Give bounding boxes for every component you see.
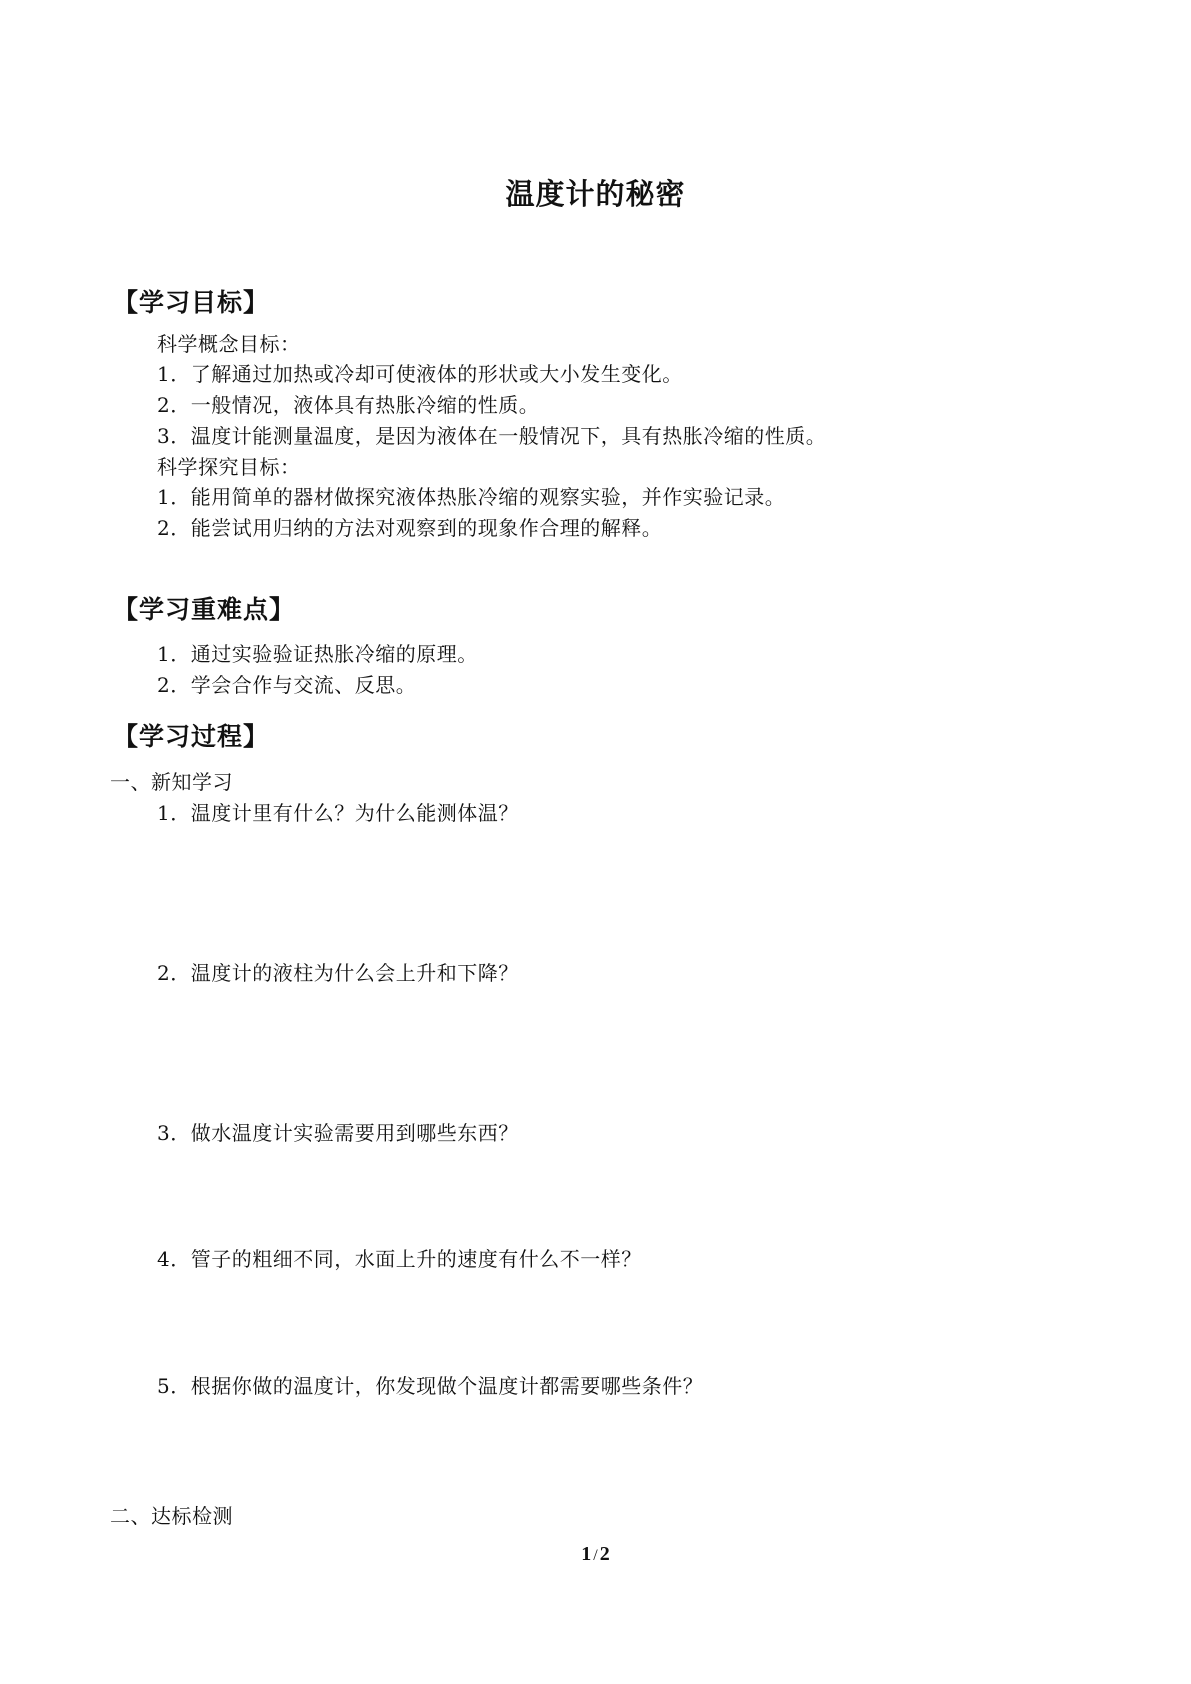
question-item: 5．根据你做的温度计，你发现做个温度计都需要哪些条件？ (157, 1374, 704, 1398)
inquiry-objectives-label: 科学探究目标： (157, 455, 301, 479)
process-heading: 【学习过程】 (113, 722, 270, 751)
concept-objective-item: 1．了解通过加热或冷却可使液体的形状或大小发生变化。 (157, 362, 683, 386)
concept-objective-item: 2．一般情况，液体具有热胀冷缩的性质。 (157, 393, 540, 417)
total-pages-number: 2 (599, 1543, 610, 1565)
key-points-heading: 【学习重难点】 (113, 595, 296, 624)
document-title: 温度计的秘密 (505, 177, 686, 211)
concept-objectives-label: 科学概念目标： (157, 332, 301, 356)
part1-label: 一、新知学习 (110, 770, 233, 794)
key-point-item: 1．通过实验验证热胀冷缩的原理。 (157, 642, 478, 666)
key-point-item: 2．学会合作与交流、反思。 (157, 673, 417, 697)
part2-label: 二、达标检测 (110, 1504, 233, 1528)
question-item: 1．温度计里有什么？为什么能测体温？ (157, 801, 519, 825)
page-separator: / (593, 1547, 598, 1564)
question-item: 3．做水温度计实验需要用到哪些东西？ (157, 1121, 519, 1145)
inquiry-objective-item: 2．能尝试用归纳的方法对观察到的现象作合理的解释。 (157, 516, 663, 540)
concept-objective-item: 3．温度计能测量温度，是因为液体在一般情况下，具有热胀冷缩的性质。 (157, 424, 827, 448)
page-number (0, 1543, 1191, 1566)
objectives-heading: 【学习目标】 (113, 288, 270, 317)
current-page-number: 1 (581, 1543, 592, 1565)
question-item: 4．管子的粗细不同，水面上升的速度有什么不一样？ (157, 1247, 642, 1271)
question-item: 2．温度计的液柱为什么会上升和下降？ (157, 961, 519, 985)
inquiry-objective-item: 1．能用简单的器材做探究液体热胀冷缩的观察实验，并作实验记录。 (157, 485, 786, 509)
